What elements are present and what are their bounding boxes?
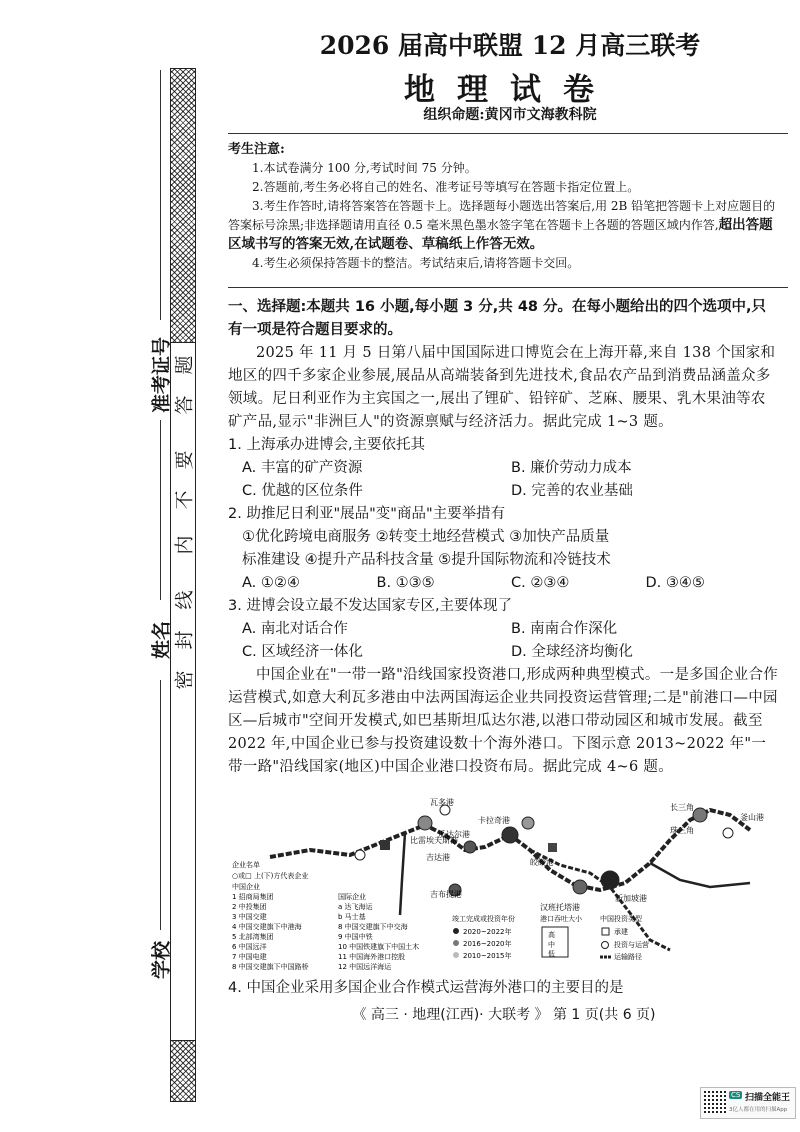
question-4-stem: 4. 中国企业采用多国企业合作模式运营海外港口的主要目的是 [228, 980, 624, 996]
svg-text:4 中国交建旗下中港海: 4 中国交建旗下中港海 [232, 923, 302, 931]
divider [228, 133, 788, 134]
svg-text:2020~2022年: 2020~2022年 [463, 928, 512, 936]
question-2-items: 标准建设 ④提升产品科技含量 ⑤提升国际物流和冷链技术 [242, 552, 611, 568]
place-label: 瓦多港 [430, 798, 454, 807]
binding-hatch-top [170, 68, 196, 343]
port-marker [522, 817, 534, 829]
exam-no-label: 准考证号 [150, 336, 173, 414]
port-marker [573, 880, 587, 894]
seal-char: 不 [173, 490, 196, 510]
place-label: 珠三角 [670, 826, 694, 835]
question-2-stem: 2. 助推尼日利亚"展品"变"商品"主要举措有 [228, 506, 506, 522]
place-label: 长三角 [670, 803, 694, 812]
question-2-options [228, 572, 780, 595]
option-c: C. 优越的区位条件 [242, 483, 363, 499]
place-label: 比雷埃夫斯港 [410, 836, 458, 845]
school-line [160, 680, 161, 930]
exam-no-line [160, 70, 161, 320]
seal-char: 封 [173, 630, 196, 650]
svg-text:中国企业: 中国企业 [232, 883, 260, 891]
svg-text:7 中国电建: 7 中国电建 [232, 953, 267, 961]
seal-line-box [170, 343, 196, 1040]
svg-text:高: 高 [548, 931, 555, 939]
place-label: 卡拉奇港 [478, 816, 510, 825]
scanner-tagline: 3亿人都在用的扫描App [729, 1107, 788, 1113]
svg-text:b 马士基: b 马士基 [338, 913, 366, 921]
option-d: D. 全球经济均衡化 [511, 644, 633, 660]
svg-text:企业名单: 企业名单 [232, 861, 260, 869]
option-b: B. 廉价劳动力成本 [511, 460, 632, 476]
place-label: 吉达港 [426, 853, 450, 862]
name-line [160, 420, 161, 600]
port-marker [464, 841, 476, 853]
svg-text:投资与运营: 投资与运营 [614, 941, 649, 949]
scanner-logo: CS [731, 1091, 741, 1099]
seal-char: 题 [173, 355, 196, 375]
section-heading: 一、选择题:本题共 16 小题,每小题 3 分,共 48 分。在每小题给出的四个选项中,只有一项是符合题目要求的。 [228, 299, 767, 338]
note-3: 3.考生作答时,请将答案答在答题卡上。选择题每小题选出答案后,用 2B 铅笔把答题卡上对应题目的答案标号涂黑;非选择题请用直径 0.5 毫米黑色墨水签字笔在答题卡上各题的答题区域内作答,超出答题区域书写的答案无效,在试题卷、草稿纸上作答无效。 [228, 199, 776, 252]
place-label: 瓜达尔港 [438, 830, 470, 839]
exam-title: 2026 届高中联盟 12 月高三联考 [319, 31, 701, 60]
svg-text:2016~2020年: 2016~2020年 [463, 940, 512, 948]
shipping-route-branch [650, 863, 750, 887]
note-2: 2.答题前,考生务必将自己的姓名、准考证号等填写在答题卡指定位置上。 [252, 180, 640, 194]
seal-char: 线 [173, 590, 196, 610]
port-marker [601, 871, 619, 889]
svg-text:12 中国远洋海运: 12 中国远洋海运 [338, 963, 392, 971]
svg-text:竣工完成或投资年份: 竣工完成或投资年份 [452, 915, 515, 923]
note-1: 1.本试卷满分 100 分,考试时间 75 分钟。 [252, 161, 477, 175]
note-4: 4.考生必须保持答题卡的整洁。考试结束后,请将答题卡交回。 [252, 256, 580, 270]
question-3-stem: 3. 进博会设立最不发达国家专区,主要体现了 [228, 598, 513, 614]
qr-code-icon [704, 1091, 726, 1113]
legend-investment-type [600, 914, 649, 961]
svg-text:11 中国海外港口控股: 11 中国海外港口控股 [338, 953, 406, 961]
seal-char: 答 [173, 395, 196, 415]
port-marker [418, 816, 432, 830]
passage-1: 2025 年 11 月 5 日第八届中国国际进口博览会在上海开幕,来自 138 个国家和地区的四千多家企业参展,展品从高端装备到先进技术,食品农产品到消费品涵盖众多领域。尼日利亚作为主宾国之一,展出了锂矿、铅锌矿、芝麻、腰果、乳木果油等农矿产品,显示"非洲巨人"的资源禀赋与经济活力。据此完成 1~3 题。 [228, 345, 776, 430]
place-label: 吉布提港 [430, 890, 462, 899]
svg-text:国际企业: 国际企业 [338, 893, 366, 901]
passage-2: 中国企业在"一带一路"沿线国家投资港口,形成两种典型模式。一是多国企业合作运营模式,如意大利瓦多港由中法两国海运企业共同投资运营管理;二是"前港口—中园区—后城市"空间开发模式,如巴基斯坦瓜达尔港,以港口带动园区和城市发展。截至 2022 年,中国企业已参与投资建设数十个海外港口。下图示意 2013~2022 年"一带一路"沿线国家(地区)中国企业港口投资布局。据此完成 4~6 题。 [228, 667, 779, 775]
note-3-emphasis: 超出答题区域书写的答案无效,在试题卷、草稿纸上作答无效。 [228, 217, 773, 252]
seal-char: 密 [173, 670, 196, 690]
name-label: 姓名 [150, 620, 173, 660]
svg-text:9 中国中铁: 9 中国中铁 [338, 933, 373, 941]
svg-text:8 中国交建旗下中国路桥: 8 中国交建旗下中国路桥 [232, 963, 309, 971]
svg-text:承建: 承建 [614, 928, 628, 936]
svg-text:a 达飞海运: a 达飞海运 [338, 903, 373, 911]
svg-text:中: 中 [548, 941, 555, 949]
place-label: 汉班托塔港 [540, 903, 580, 912]
svg-text:2 中投集团: 2 中投集团 [232, 903, 267, 911]
question-3-options [228, 618, 780, 664]
svg-text:运输路径: 运输路径 [614, 953, 642, 961]
port-marker [380, 840, 390, 850]
place-label: 皎皎港 [530, 858, 554, 867]
seal-char: 要 [173, 450, 196, 470]
option-b: B. ①③⑤ [376, 575, 435, 591]
shipping-route-branch [400, 833, 405, 915]
svg-text:5 北部湾集团: 5 北部湾集团 [232, 933, 274, 941]
binding-hatch-bottom [170, 1040, 196, 1102]
option-a: A. 南北对话合作 [242, 621, 348, 637]
option-a: A. ①②④ [242, 575, 300, 591]
port-marker [723, 828, 733, 838]
organizer: 组织命题:黄冈市文海教科院 [423, 107, 597, 123]
svg-text:3 中国交建: 3 中国交建 [232, 913, 267, 921]
question-2-items: ①优化跨境电商服务 ②转变土地经营模式 ③加快产品质量 [242, 529, 610, 545]
port-marker [355, 850, 365, 860]
port-investment-map [230, 795, 780, 975]
seal-char: 内 [173, 535, 196, 555]
legend-port-size [540, 914, 583, 958]
exam-notes [228, 140, 780, 273]
notes-heading: 考生注意: [228, 142, 285, 157]
svg-text:6 中国远洋: 6 中国远洋 [232, 943, 267, 951]
legend-years [452, 914, 515, 960]
option-c: C. 区域经济一体化 [242, 644, 363, 660]
svg-text:8 中国交建旗下中交海: 8 中国交建旗下中交海 [338, 923, 408, 931]
divider [228, 287, 788, 288]
question-1-stem: 1. 上海承办进博会,主要依托其 [228, 437, 426, 453]
option-b: B. 南南合作深化 [511, 621, 618, 637]
place-label: 釜山港 [740, 813, 764, 822]
questions [228, 296, 780, 779]
port-marker [548, 843, 557, 852]
svg-text:港口吞吐大小: 港口吞吐大小 [540, 915, 582, 923]
school-label: 学校 [150, 940, 173, 980]
port-marker [502, 827, 518, 843]
svg-text:1 招商局集团: 1 招商局集团 [232, 893, 274, 901]
scanner-name: 扫描全能王 [745, 1093, 791, 1103]
option-a: A. 丰富的矿产资源 [242, 460, 363, 476]
svg-text:2010~2015年: 2010~2015年 [463, 952, 512, 960]
page-footer: 《 高三 · 地理(江西)· 大联考 》 第 1 页(共 6 页) [352, 1007, 656, 1023]
paper-title: 地理试卷 [404, 72, 616, 108]
scanner-watermark [700, 1087, 796, 1119]
svg-text:○或□ 上(下)方代表企业: ○或□ 上(下)方代表企业 [232, 872, 309, 880]
place-label: 新加坡港 [615, 894, 647, 903]
svg-text:中国投资类型: 中国投资类型 [600, 915, 642, 923]
svg-text:10 中国铁建旗下中国土木: 10 中国铁建旗下中国土木 [338, 943, 420, 951]
option-d: D. ③④⑤ [645, 575, 705, 591]
port-marker [693, 808, 707, 822]
legend-companies [232, 860, 419, 971]
option-d: D. 完善的农业基础 [511, 483, 633, 499]
option-c: C. ②③④ [511, 575, 570, 591]
question-1-options [228, 457, 780, 503]
svg-text:低: 低 [548, 950, 555, 958]
